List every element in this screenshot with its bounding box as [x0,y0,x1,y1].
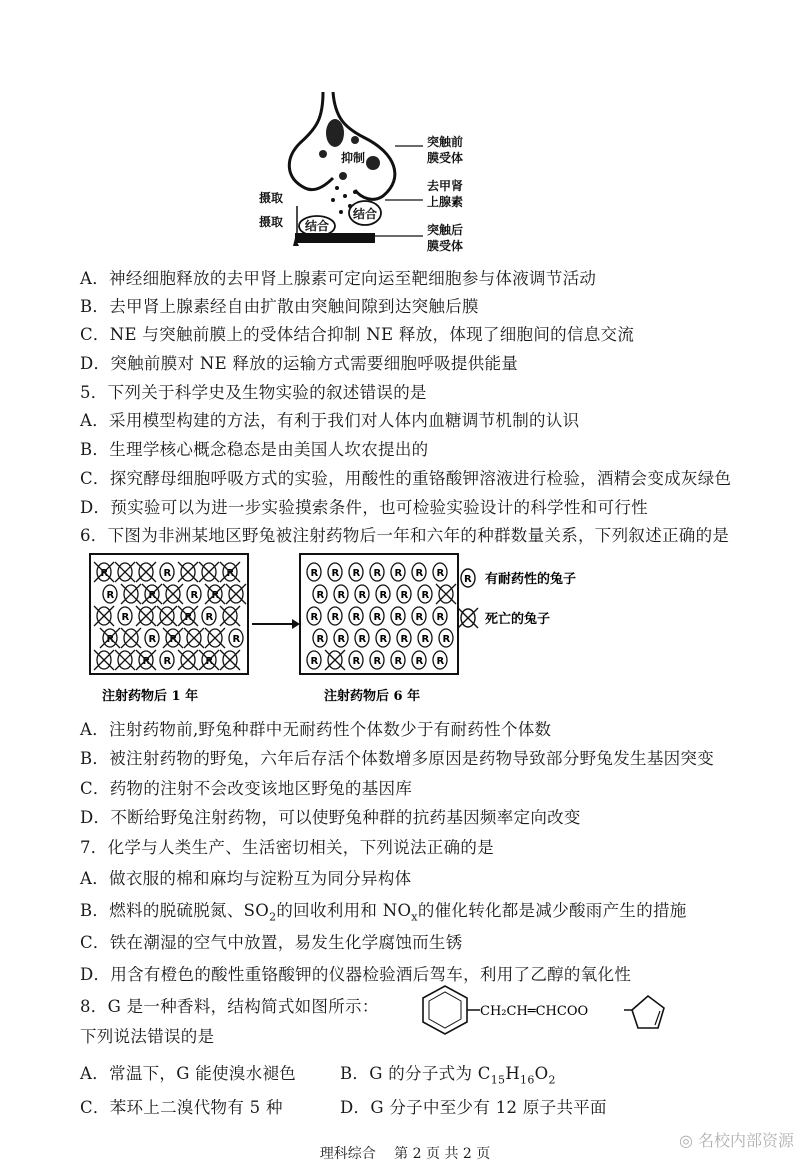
resistant-rabbit-symbol [229,629,243,647]
svg-text:R: R [358,590,367,601]
resistant-rabbit-symbol [334,629,348,647]
synapse-figure [255,88,515,258]
svg-text:R: R [331,568,340,579]
svg-text:R: R [464,574,472,585]
resistant-rabbit-symbol [160,563,174,581]
resistant-rabbit-symbol [412,607,426,625]
svg-text:R: R [331,612,340,623]
svg-text:R: R [310,656,319,667]
q4-option-d: D．突触前膜对 NE 释放的运输方式需要细胞呼吸提供能量 [80,354,519,373]
resistant-rabbit-symbol [439,629,453,647]
resistant-rabbit-symbol [397,629,411,647]
dead-rabbit-symbol [115,650,135,670]
svg-text:R: R [337,634,346,645]
svg-text:R: R [205,656,214,667]
dead-rabbit-symbol [199,562,219,582]
dead-rabbit-symbol [115,562,135,582]
resistant-rabbit-symbol [391,607,405,625]
svg-text:R: R [337,590,346,601]
resistant-rabbit-symbol [307,651,321,669]
dead-rabbit-symbol [205,584,225,604]
right-rabbit-group [307,563,456,670]
svg-text:R: R [415,656,424,667]
q5-option-a: A．采用模型构建的方法，有利于我们对人体内血糖调节机制的认识 [80,411,580,430]
svg-text:R: R [373,656,382,667]
svg-text:R: R [400,590,409,601]
rabbit-population-figure [80,548,640,710]
dead-rabbit-symbol [163,584,183,604]
svg-text:R: R [226,568,235,579]
q8-option-b: B．G 的分子式为 $C_{15}H_{16}O_2$ [340,1064,556,1087]
resistant-rabbit-symbol [397,585,411,603]
resistant-rabbit-symbol [370,563,384,581]
dead-rabbit-symbol [94,562,114,582]
dead-rabbit-symbol [226,584,246,604]
resistant-rabbit-symbol [145,629,159,647]
label-inhibit: 抑制 [341,151,366,165]
q6-stem: 6．下图为非洲某地区野兔被注射药物后一年和六年的种群数量关系，下列叙述正确的是 [80,526,730,545]
legend-resistant-symbol [461,569,475,587]
label-post-receptor-2: 膜受体 [427,239,464,253]
resistant-rabbit-symbol [349,563,363,581]
caption-right: 注射药物后 6 年 [324,689,421,704]
svg-text:R: R [394,568,403,579]
svg-text:R: R [379,634,388,645]
svg-text:R: R [163,568,172,579]
resistant-rabbit-symbol [433,607,447,625]
svg-text:R: R [373,612,382,623]
svg-text:R: R [352,612,361,623]
label-uptake-2: 摄取 [259,215,284,229]
dead-rabbit-symbol [157,606,177,626]
resistant-rabbit-symbol [349,607,363,625]
svg-text:R: R [379,590,388,601]
watermark: ◎ 名校内部资源 [678,1131,794,1150]
resistant-rabbit-symbol [187,585,201,603]
svg-text:R: R [205,612,214,623]
dead-rabbit-symbol [178,562,198,582]
resistant-rabbit-symbol [355,585,369,603]
svg-text:R: R [121,612,130,623]
resistant-rabbit-symbol [334,585,348,603]
resistant-rabbit-symbol [370,607,384,625]
svg-text:R: R [184,612,193,623]
svg-text:R: R [148,590,157,601]
q6-option-a: A．注射药物前,野兔种群中无耐药性个体数少于有耐药性个体数 [80,720,552,739]
structure-figure [398,978,698,1058]
q6-option-b: B．被注射药物的野兔，六年后存活个体数增多原因是药物导致部分野兔发生基因突变 [80,749,715,768]
resistant-rabbit-symbol [328,607,342,625]
resistant-rabbit-symbol [370,651,384,669]
left-rabbit-group [94,562,246,670]
resistant-rabbit-symbol [433,651,447,669]
svg-text:R: R [394,612,403,623]
svg-text:R: R [106,634,115,645]
label-pre-receptor-2: 膜受体 [427,151,464,165]
legend-resistant: 有耐药性的兔子 [485,572,577,587]
svg-text:R: R [442,634,451,645]
dead-rabbit-symbol [136,606,156,626]
resistant-rabbit-symbol [412,563,426,581]
resistant-rabbit-symbol [307,607,321,625]
resistant-rabbit-symbol [160,651,174,669]
page-footer: 理科综合 第 2 页 共 2 页 [319,1146,491,1162]
dead-rabbit-symbol [178,650,198,670]
svg-text:R: R [148,634,157,645]
q7-option-c: C．铁在潮湿的空气中放置，易发生化学腐蚀而生锈 [80,933,463,952]
resistant-rabbit-symbol [391,651,405,669]
resistant-rabbit-symbol [418,585,432,603]
svg-text:R: R [421,590,430,601]
dead-rabbit-symbol [184,628,204,648]
dead-rabbit-symbol [199,650,219,670]
q4-option-c: C．NE 与突触前膜上的受体结合抑制 NE 释放，体现了细胞间的信息交流 [80,325,635,344]
q6-option-d: D．不断给野兔注射药物，可以使野兔种群的抗药基因频率定向改变 [80,808,581,827]
svg-text:R: R [436,612,445,623]
q5-option-d: D．预实验可以为进一步实验摸索条件，也可检验实验设计的科学性和可行性 [80,498,648,517]
q5-option-c: C．探究酵母细胞呼吸方式的实验，用酸性的重铬酸钾溶液进行检验，酒精会变成灰绿色 [80,469,732,488]
q5-stem: 5．下列关于科学史及生物实验的叙述错误的是 [80,383,427,402]
resistant-rabbit-symbol [349,651,363,669]
dead-rabbit-symbol [121,584,141,604]
resistant-rabbit-symbol [307,563,321,581]
resistant-rabbit-symbol [412,651,426,669]
resistant-rabbit-symbol [418,629,432,647]
resistant-rabbit-symbol [376,629,390,647]
resistant-rabbit-symbol [376,585,390,603]
svg-text:R: R [352,656,361,667]
q8-option-d: D．G 分子中至少有 12 原子共平面 [340,1098,607,1117]
dead-rabbit-symbol [325,650,345,670]
resistant-rabbit-symbol [355,629,369,647]
dead-rabbit-symbol [436,584,456,604]
dead-rabbit-symbol [220,606,240,626]
structure-text: CH₂CH═CHCOO [480,1004,589,1019]
resistant-rabbit-symbol [118,607,132,625]
label-ne-1: 去甲肾 [427,179,464,193]
dead-rabbit-symbol [100,628,120,648]
svg-text:R: R [169,634,178,645]
dead-rabbit-symbol [136,562,156,582]
label-bind-1: 结合 [353,207,378,221]
label-pre-receptor-1: 突触前 [427,135,464,149]
svg-text:R: R [106,590,115,601]
svg-text:R: R [400,634,409,645]
svg-text:R: R [211,590,220,601]
q6-option-c: C．药物的注射不会改变该地区野兔的基因库 [80,779,413,798]
resistant-rabbit-symbol [202,607,216,625]
q7-option-d: D．用含有橙色的酸性重铬酸钾的仪器检验酒后驾车，利用了乙醇的氧化性 [80,965,632,984]
svg-text:R: R [232,634,241,645]
q5-option-b: B．生理学核心概念稳态是由美国人坎农提出的 [80,440,429,459]
resistant-rabbit-symbol [433,563,447,581]
dead-rabbit-symbol [178,606,198,626]
q8-option-a: A．常温下，G 能使溴水褪色 [80,1064,297,1083]
svg-text:R: R [394,656,403,667]
svg-text:R: R [421,634,430,645]
q7-option-a: A．做衣服的棉和麻均与淀粉互为同分异构体 [80,869,412,888]
svg-text:R: R [352,568,361,579]
label-bind-2: 结合 [305,219,330,233]
svg-text:R: R [358,634,367,645]
q8-option-c: C．苯环上二溴代物有 5 种 [80,1098,283,1117]
chat-icon: ◎ [678,1131,698,1150]
resistant-rabbit-symbol [103,585,117,603]
dead-rabbit-symbol [205,628,225,648]
label-uptake-1: 摄取 [259,191,284,205]
resistant-rabbit-symbol [313,585,327,603]
svg-text:R: R [316,590,325,601]
svg-text:R: R [163,656,172,667]
dead-rabbit-symbol [94,650,114,670]
legend-dead-symbol [458,608,478,628]
q8-stem-2: 下列说法错误的是 [80,1027,215,1046]
caption-left: 注射药物后 1 年 [102,689,199,704]
dead-rabbit-symbol [163,628,183,648]
dead-rabbit-symbol [142,584,162,604]
q8-stem: 8．G 是一种香料，结构简式如图所示： [80,997,379,1016]
label-ne-2: 上腺素 [427,195,464,209]
svg-text:R: R [190,590,199,601]
q7-stem: 7．化学与人类生产、生活密切相关，下列说法正确的是 [80,838,494,857]
q7-option-b: B．燃料的脱硫脱氮、$SO_2$的回收利用和 $NO_x$的催化转化都是减少酸雨产生的措施 [80,901,687,924]
svg-text:R: R [316,634,325,645]
q4-option-b: B．去甲肾上腺素经自由扩散由突触间隙到达突触后膜 [80,297,479,316]
resistant-rabbit-symbol [328,563,342,581]
resistant-rabbit-symbol [313,629,327,647]
svg-text:R: R [436,656,445,667]
svg-text:R: R [310,568,319,579]
svg-text:R: R [142,656,151,667]
resistant-rabbit-symbol [391,563,405,581]
dead-rabbit-symbol [220,562,240,582]
svg-text:R: R [373,568,382,579]
q4-option-a: A．神经细胞释放的去甲肾上腺素可定向运至靶细胞参与体液调节活动 [80,269,597,288]
svg-text:R: R [100,568,109,579]
svg-text:R: R [436,568,445,579]
svg-text:R: R [415,568,424,579]
svg-text:R: R [310,612,319,623]
dead-rabbit-symbol [136,650,156,670]
label-post-receptor-1: 突触后 [427,223,464,237]
dead-rabbit-symbol [94,606,114,626]
dead-rabbit-symbol [121,628,141,648]
legend-dead: 死亡的兔子 [485,612,551,627]
svg-text:R: R [415,612,424,623]
dead-rabbit-symbol [220,650,240,670]
